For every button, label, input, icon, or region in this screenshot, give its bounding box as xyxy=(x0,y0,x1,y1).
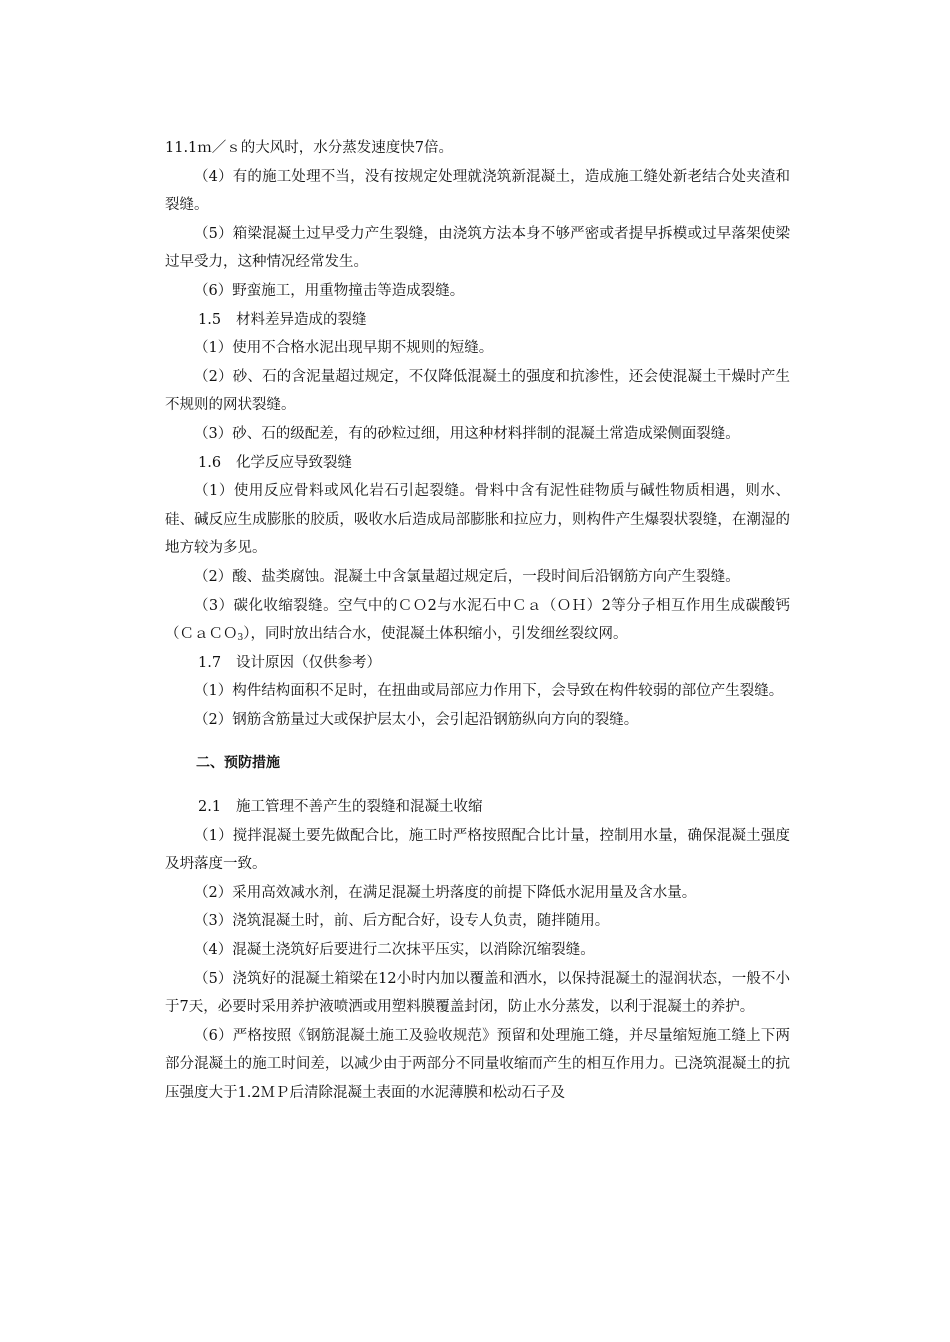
section-heading: 二、预防措施 xyxy=(196,755,280,772)
subsection-heading-1-6 xyxy=(165,449,790,478)
paragraph: （2）酸、盐类腐蚀。混凝土中含氯量超过规定后，一段时间后沿钢筋方向产生裂缝。 xyxy=(194,568,740,585)
subsection-number: 1.6 xyxy=(198,454,222,471)
paragraph: （4）有的施工处理不当，没有按规定处理就浇筑新混凝土，造成施工缝处新老结合处夹渣和裂缝。 xyxy=(165,168,790,214)
paragraph: （3）砂、石的级配差，有的砂粒过细，用这种材料拌制的混凝土常造成梁侧面裂缝。 xyxy=(194,425,740,442)
paragraph: （1）使用不合格水泥出现早期不规则的短缝。 xyxy=(194,340,494,357)
subsection-number: 1.7 xyxy=(198,654,222,671)
paragraph-text: ），同时放出结合水，使混凝土体积缩小，引发细丝裂纹网。 xyxy=(243,626,628,643)
paragraph: （6）严格按照《钢筋混凝土施工及验收规范》预留和处理施工缝，并尽量缩短施工缝上下两部分混凝土的施工时间差，以减少由于两部分不同量收缩而产生的相互作用力。已浇筑混凝土的抗压强度大于1.2ＭＰ后清除混凝土表面的水泥薄膜和松动石子及 xyxy=(165,1027,790,1101)
paragraph: （2）钢筋含筋量过大或保护层太小，会引起沿钢筋纵向方向的裂缝。 xyxy=(194,711,639,728)
paragraph: （5）箱梁混凝土过早受力产生裂缝，由浇筑方法本身不够严密或者提早拆模或过早落架使梁过早受力，这种情况经常发生。 xyxy=(165,225,790,271)
paragraph: （3）浇筑混凝土时，前、后方配合好，设专人负责，随拌随用。 xyxy=(194,913,610,930)
paragraph: 11.1ｍ／ｓ的大风时，水分蒸发速度快7倍。 xyxy=(165,140,454,156)
subsection-title: 化学反应导致裂缝 xyxy=(236,454,352,471)
paragraph: （2）砂、石的含泥量超过规定，不仅降低混凝土的强度和抗渗性，还会使混凝土干燥时产生不规则的网状裂缝。 xyxy=(165,368,790,414)
subsection-heading-2-1 xyxy=(165,793,790,822)
subsection-title: 材料差异造成的裂缝 xyxy=(236,311,367,328)
subsection-title: 施工管理不善产生的裂缝和混凝土收缩 xyxy=(236,799,483,816)
paragraph: （6）野蛮施工，用重物撞击等造成裂缝。 xyxy=(194,282,465,299)
subscript: 3 xyxy=(237,633,244,644)
document-body xyxy=(165,134,790,1108)
paragraph: （4）混凝土浇筑好后要进行二次抹平压实，以消除沉缩裂缝。 xyxy=(194,942,595,959)
paragraph: （2）采用高效减水剂，在满足混凝土坍落度的前提下降低水泥用量及含水量。 xyxy=(194,884,697,901)
subsection-title: 设计原因（仅供参考） xyxy=(236,654,381,671)
paragraph xyxy=(165,592,790,649)
subsection-number: 2.1 xyxy=(198,799,222,816)
paragraph: （1）使用反应骨料或风化岩石引起裂缝。骨料中含有泥性硅物质与碱性物质相遇，则水、硅、碱反应生成膨胀的胶质，吸收水后造成局部膨胀和拉应力，则构件产生爆裂状裂缝，在潮湿的地方较为多见。 xyxy=(165,483,790,557)
paragraph: （1）构件结构面积不足时，在扭曲或局部应力作用下，会导致在构件较弱的部位产生裂缝。 xyxy=(194,683,784,700)
paragraph-text: （3）碳化收缩裂缝。空气中的ＣＯ2与水泥石中Ｃａ（ＯＨ）2等分子相互作用生成碳酸钙（ＣａＣＯ xyxy=(165,597,790,643)
subsection-heading-1-7 xyxy=(165,649,790,678)
paragraph: （1）搅拌混凝土要先做配合比，施工时严格按照配合比计量，控制用水量，确保混凝土强度及坍落度一致。 xyxy=(165,827,790,873)
subsection-heading-1-5 xyxy=(165,306,790,335)
paragraph: （5）浇筑好的混凝土箱梁在12小时内加以覆盖和洒水，以保持混凝土的湿润状态，一般不小于7天，必要时采用养护液喷洒或用塑料膜覆盖封闭，防止水分蒸发，以利于混凝土的养护。 xyxy=(165,970,790,1016)
subsection-number: 1.5 xyxy=(198,311,222,328)
